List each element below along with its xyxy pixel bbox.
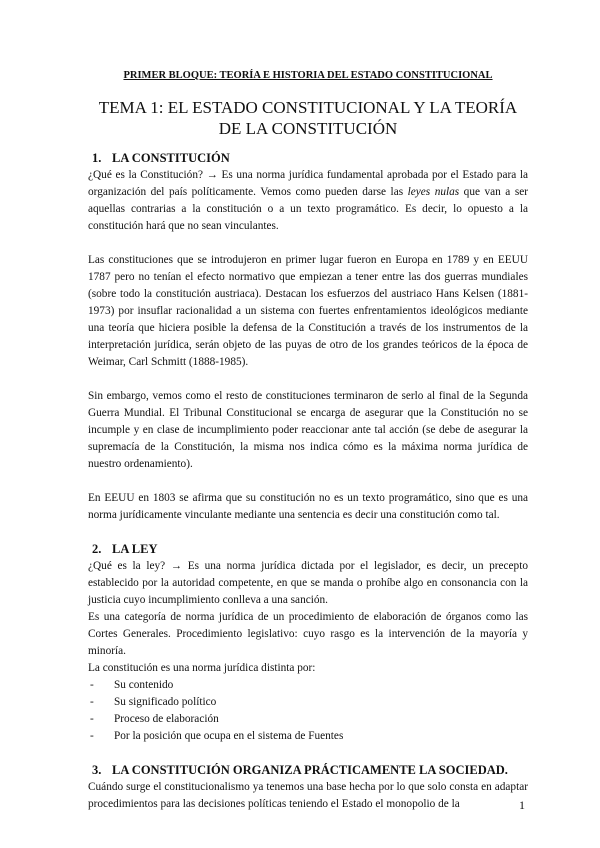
- paragraph: Las constituciones que se introdujeron en primer lugar fueron en Europa en 1789 y en EEUU 1787 pero no tenían el efecto normativo que empiezan a tener entre las dos guerras mundiales (sobre todo la constitución austriaca). Destacan los esfuerzos del austriaco Hans Kelsen (1881-1973) por insuflar racionalidad a un sistema con fuertes enfrentamientos ideológicos mediante una teoría que hiciera posible la defensa de la Constitución a través de los instrumentos de la interpretación jurídica, serán objeto de las puyas de otro de los grandes teóricos de la época de Weimar, Carl Schmitt (1888-1985).: [88, 254, 528, 368]
- paragraph: Sin embargo, vemos como el resto de constituciones terminaron de serlo al final de la Segunda Guerra Mundial. El Tribunal Constitucional se encarga de asegurar que la Constitución no se incumple y en clase de incumplimiento poder reaccionar ante tal acción (se debe de asegurar la supremacía de la Constitución, la misma nos indica cómo es la máxima norma jurídica de nuestro ordenamiento).: [88, 390, 528, 470]
- paragraph: Cuándo surge el constitucionalismo ya tenemos una base hecha por lo que solo consta en adaptar procedimientos para las decisiones políticas teniendo el Estado el monopolio de la: [88, 781, 528, 810]
- list-item: [88, 728, 528, 745]
- section-heading-organiza: [88, 762, 528, 779]
- text-run: que van a ser aquellas contrarias a la constitución o a un texto programático. Es decir, lo opuesto a la constitución hará que no sean vinculantes.: [88, 186, 528, 232]
- paragraph: ¿Qué es la ley? → Es una norma jurídica dictada por el legislador, es decir, un precepto establecido por la autoridad competente, en que se manda o prohíbe algo en consonancia con la justicia cuyo incumplimiento conlleva a una sanción.: [88, 560, 528, 606]
- main-title: TEMA 1: EL ESTADO CONSTITUCIONAL Y LA TEORÍA DE LA CONSTITUCIÓN: [98, 98, 518, 138]
- list-item: [88, 711, 528, 728]
- list-item-text: Su significado político: [114, 696, 217, 708]
- page-number: 1: [519, 798, 525, 812]
- section-heading-ley: [88, 541, 528, 558]
- dash-bullet-icon: -: [90, 730, 94, 742]
- text-run: ¿Qué es la Constitución? → Es una norma jurídica fundamental aprobada por el Estado para la organización del país políticamente. Vemos como pueden darse las: [88, 169, 528, 198]
- section-title: LA CONSTITUCIÓN ORGANIZA PRÁCTICAMENTE LA SOCIEDAD.: [112, 763, 508, 777]
- list-item-text: Proceso de elaboración: [114, 713, 219, 725]
- list-item-text: Su contenido: [114, 679, 174, 691]
- dash-bullet-icon: -: [90, 696, 94, 708]
- dash-bullet-icon: -: [90, 679, 94, 691]
- block-title: PRIMER BLOQUE: TEORÍA E HISTORIA DEL ESTADO CONSTITUCIONAL: [123, 70, 493, 81]
- section-number: 1.: [92, 151, 102, 165]
- list-item: [88, 677, 528, 694]
- italic-term: leyes nulas: [407, 186, 460, 198]
- section-number: 2.: [92, 542, 102, 556]
- list-item: [88, 694, 528, 711]
- section-number: 3.: [92, 763, 102, 777]
- dash-bullet-icon: -: [90, 713, 94, 725]
- paragraph: En EEUU en 1803 se afirma que su constitución no es un texto programático, sino que es una norma jurídicamente vinculante mediante una sentencia es decir una constitución como tal.: [88, 492, 528, 521]
- list-item-text: Por la posición que ocupa en el sistema de Fuentes: [114, 730, 344, 742]
- paragraph: [88, 167, 528, 235]
- page-content: [88, 70, 528, 813]
- section-title: LA CONSTITUCIÓN: [112, 151, 230, 165]
- paragraph: La constitución es una norma jurídica distinta por:: [88, 662, 316, 674]
- paragraph: Es una categoría de norma jurídica de un procedimiento de elaboración de órganos como las Cortes Generales. Procedimiento legislativo: cuyo rasgo es la intervención de la mayoría y minoría.: [88, 611, 528, 657]
- dash-list: [88, 677, 528, 745]
- section-title: LA LEY: [112, 542, 158, 556]
- section-heading-constitucion: [88, 150, 528, 167]
